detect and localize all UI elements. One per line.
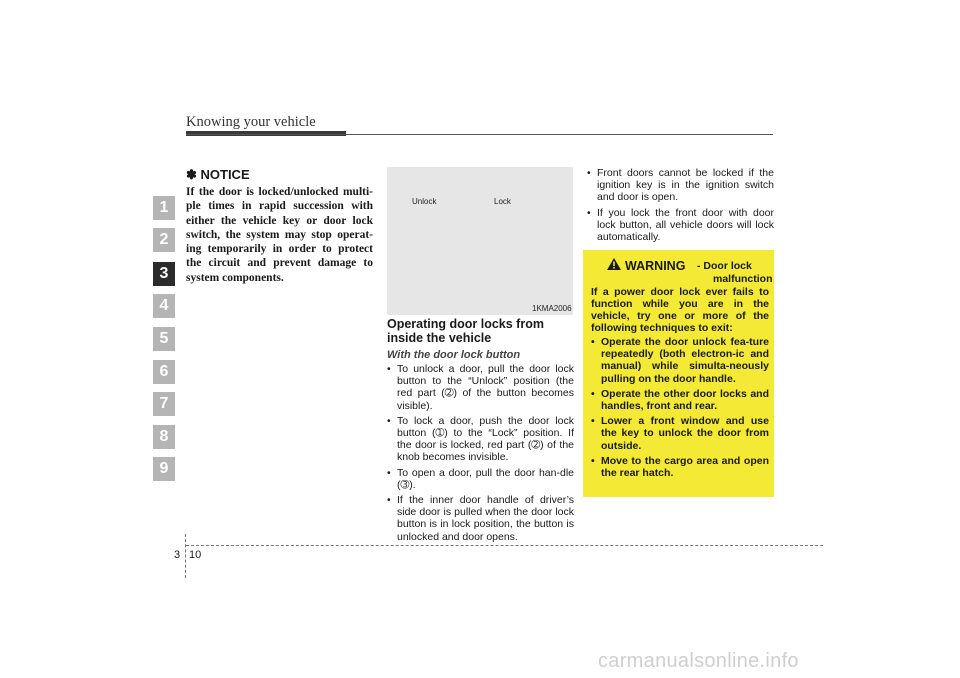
notice-block — [186, 167, 373, 285]
footer-divider — [185, 534, 186, 578]
warning-triangle-icon — [607, 258, 621, 270]
list-item: • Move to the cargo area and open the rear hatch. — [591, 455, 769, 479]
chapter-tab-9[interactable]: 9 — [153, 457, 175, 481]
footer-rule — [186, 545, 823, 546]
figure-label-unlock: Unlock — [412, 197, 437, 206]
notice-body: If the door is locked/unlocked multi-ple times in rapid succession with either the vehicle key or door lock switch, the system may stop operat-ing temporarily in order to protect the circuit and prevent damage to system components. — [186, 186, 373, 284]
figure-code: 1KMA2006 — [532, 304, 572, 313]
warning-box — [583, 250, 774, 497]
list-item: • Lower a front window and use the key to unlock the door from outside. — [591, 415, 769, 452]
right-bullets — [587, 167, 774, 243]
chapter-tab-6[interactable]: 6 — [153, 360, 175, 384]
right-column — [587, 167, 774, 246]
watermark: carmanualsonline.info — [598, 650, 799, 672]
section-title: Operating door locks from inside the vehicle — [387, 317, 544, 345]
chapter-tab-4[interactable]: 4 — [153, 294, 175, 318]
warning-subtitle: - Door lock — [697, 260, 752, 272]
warning-subtitle-cont: malfunction — [713, 273, 773, 285]
list-item: • To open a door, pull the door han-dle (➂). — [387, 467, 574, 491]
chapter-tab-8[interactable]: 8 — [153, 425, 175, 449]
page-chapter-number: 3 — [174, 549, 181, 561]
chapter-tab-3[interactable]: 3 — [153, 262, 175, 286]
chapter-tab-2[interactable]: 2 — [153, 228, 175, 252]
figure-label-lock: Lock — [494, 197, 511, 206]
door-lock-section — [387, 318, 574, 546]
page-number: 10 — [189, 549, 202, 561]
chapter-tab-1[interactable]: 1 — [153, 196, 175, 220]
list-item: • Operate the door unlock fea-ture repeatedly (both electron-ic and manual) while simulta-neously pulling on the door handle. — [591, 336, 769, 385]
notice-title: ✽ NOTICE — [186, 167, 250, 182]
chapter-tab-5[interactable]: 5 — [153, 327, 175, 351]
list-item: • Front doors cannot be locked if the ignition key is in the ignition switch and door is open. — [587, 167, 774, 204]
warning-header — [591, 256, 773, 286]
section-bullets — [387, 363, 574, 543]
header-rule — [186, 134, 773, 135]
list-item: • To lock a door, push the door lock button (➀) to the “Lock” position. If the door is locked, red part (➁) of the knob becomes invisible. — [387, 415, 574, 464]
warning-label: WARNING — [625, 259, 686, 273]
list-item: • If you lock the front door with door lock button, all vehicle doors will lock automatically. — [587, 207, 774, 244]
door-lock-figure — [387, 167, 573, 315]
warning-list — [591, 336, 769, 479]
page-header-title: Knowing your vehicle — [186, 114, 316, 130]
list-item: • To unlock a door, pull the door lock button to the “Unlock” position (the red part (➁) of the button becomes visible). — [387, 363, 574, 412]
list-item: • If the inner door handle of driver’s side door is pulled when the door lock button is in lock position, the button is unlocked and door opens. — [387, 494, 574, 543]
chapter-tab-7[interactable]: 7 — [153, 392, 175, 416]
list-item: • Operate the other door locks and handles, front and rear. — [591, 388, 769, 412]
section-subheading: With the door lock button — [387, 349, 521, 361]
warning-intro: If a power door lock ever fails to function while you are in the vehicle, try one or more of the following techniques to exit: — [591, 286, 769, 334]
